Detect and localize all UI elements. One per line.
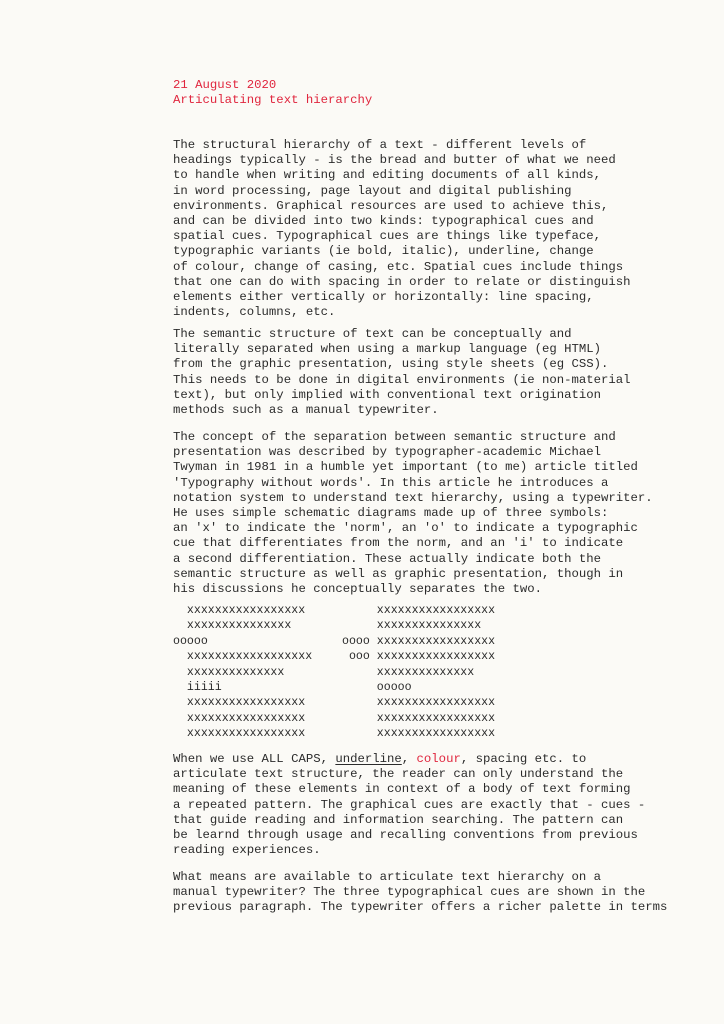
paragraph-manual-typewriter: What means are available to articulate text hierarchy on a manual typewriter? The three typographical cues are shown in the previous paragraph. The typewriter offers a richer palette in terms (173, 870, 668, 915)
date-line: 21 August 2020 (173, 78, 277, 92)
article-title: Articulating text hierarchy (173, 93, 373, 108)
notation-diagram-left: xxxxxxxxxxxxxxxxx xxxxxxxxxxxxxxx ooooo xxxxxxxxxxxxxxxxxx xxxxxxxxxxxxxx iiiii xxxxxxxxxxxxxxxxx xxxxxxxxxxxxxxxxx xxxxxxxxxxxxxxxxx (173, 604, 313, 741)
comma-separator: , (401, 752, 417, 766)
paragraph-graphical-cues-start: When we use ALL CAPS, (173, 752, 336, 766)
page-header (173, 78, 372, 108)
colour-example: colour (416, 752, 461, 766)
paragraph-graphical-cues-rest: , spacing etc. to articulate text structure, the reader can only understand the meaning of these elements in context of a body of text forming a repeated pattern. The graphical cues are exactly that - cues - that guide reading and information searching. The pattern can be learnd through usage and recalling conventions from previous reading experiences. (173, 752, 646, 858)
paragraph-structural-hierarchy: The structural hierarchy of a text - different levels of headings typically - is the bread and butter of what we need to handle when writing and editing documents of all kinds, in word processing, page layout and digital publishing environments. Graphical resources are used to achieve this, and can be divided into two kinds: typographical cues and spatial cues. Typographical cues are things like typeface, typographic variants (ie bold, italic), underline, change of colour, change of casing, etc. Spatial cues include things that one can do with spacing in order to relate or distinguish elements either vertically or horizontally: line spacing, indents, columns, etc. (173, 138, 631, 320)
paragraph-twyman-notation: The concept of the separation between semantic structure and presentation was described by typographer-academic Michael Twyman in 1981 in a humble yet important (to me) article titled 'Typography without words'. In this article he introduces a notation system to understand text hierarchy, using a typewriter. He uses simple schematic diagrams made up of three symbols: an 'x' to indicate the 'norm', an 'o' to indicate a typographic cue that differentiates from the norm, and an 'i' to indicate a second differentiation. These actually indicate both the semantic structure as well as graphic presentation, though in his discussions he conceptually separates the two. (173, 430, 653, 597)
notation-diagram-right: xxxxxxxxxxxxxxxxx xxxxxxxxxxxxxxx oooo xxxxxxxxxxxxxxxxx ooo xxxxxxxxxxxxxxxxx xxxxxxxxxxxxxx ooooo xxxxxxxxxxxxxxxxx xxxxxxxxxxxxxxxxx xxxxxxxxxxxxxxxxx (342, 604, 496, 741)
paragraph-graphical-cues (173, 752, 693, 858)
paragraph-semantic-structure: The semantic structure of text can be conceptually and literally separated when using a markup language (eg HTML) from the graphic presentation, using style sheets (eg CSS). This needs to be done in digital environments (ie non-material text), but only implied with conventional text origination methods such as a manual typewriter. (173, 327, 631, 418)
underline-example: underline (335, 752, 402, 766)
